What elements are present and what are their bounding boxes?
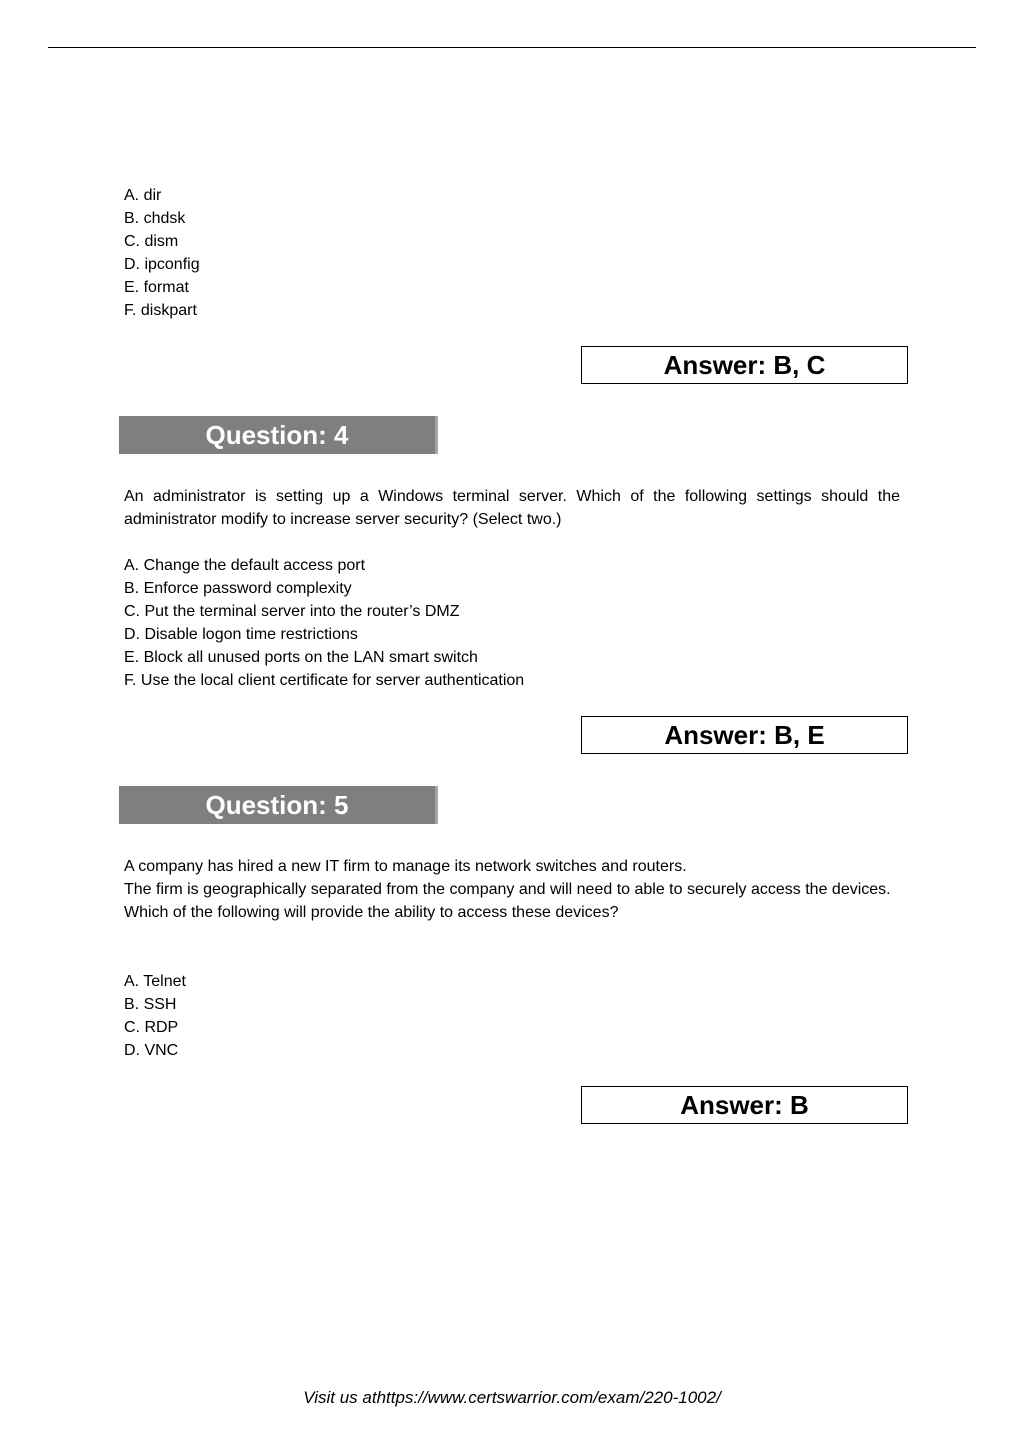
q3-option-e: E. format (124, 279, 189, 296)
q4-header: Question: 4 (119, 416, 438, 454)
header-rule (48, 47, 976, 48)
q3-options-list (124, 184, 200, 322)
q3-option-f: F. diskpart (124, 302, 197, 319)
footer-link[interactable]: Visit us athttps://www.certswarrior.com/exam/220-1002/ (303, 1388, 721, 1407)
q4-question-text (124, 485, 900, 531)
q4-option-a: A. Change the default access port (124, 557, 366, 574)
q4-option-e: E. Block all unused ports on the LAN smart switch (124, 649, 478, 666)
q5-option-d: D. VNC (124, 1042, 179, 1059)
q5-text-line-2: The firm is geographically separated from the company and will need to able to securely access the devices. (124, 881, 891, 898)
q3-option-d: D. ipconfig (124, 256, 200, 273)
q5-header: Question: 5 (119, 786, 438, 824)
q4-option-d: D. Disable logon time restrictions (124, 626, 358, 643)
q5-answer-box: Answer: B (581, 1086, 908, 1124)
q5-option-a: A. Telnet (124, 973, 186, 990)
q5-text-line-3: Which of the following will provide the ability to access these devices? (124, 904, 619, 921)
q3-option-a: A. dir (124, 187, 162, 204)
q3-option-c: C. dism (124, 233, 179, 250)
q4-text: An administrator is setting up a Windows terminal server. Which of the following settings should the administrator modify to increase server security? (Select two.) (124, 488, 900, 528)
q5-option-b: B. SSH (124, 996, 177, 1013)
q4-options-list (124, 554, 524, 692)
q5-option-c: C. RDP (124, 1019, 179, 1036)
q3-answer-box: Answer: B, C (581, 346, 908, 384)
q4-option-f: F. Use the local client certificate for server authentication (124, 672, 525, 689)
q3-option-b: B. chdsk (124, 210, 186, 227)
q5-text-line-1: A company has hired a new IT firm to manage its network switches and routers. (124, 858, 687, 875)
q5-question-text (124, 855, 900, 924)
q4-option-c: C. Put the terminal server into the router’s DMZ (124, 603, 460, 620)
q5-options-list (124, 970, 186, 1062)
q4-answer-box: Answer: B, E (581, 716, 908, 754)
q4-option-b: B. Enforce password complexity (124, 580, 352, 597)
